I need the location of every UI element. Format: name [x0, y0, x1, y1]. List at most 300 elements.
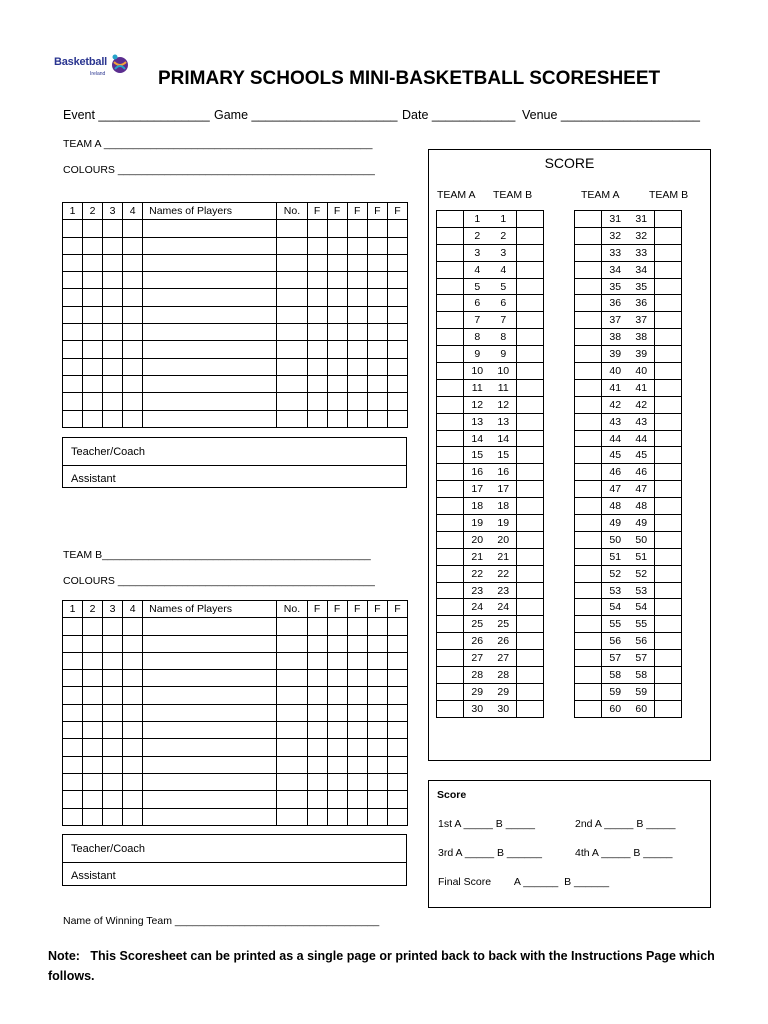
- team-b-player-cell[interactable]: [83, 773, 103, 790]
- team-b-player-cell[interactable]: [143, 635, 277, 652]
- team-a-player-cell[interactable]: [347, 237, 367, 254]
- team-b-player-cell[interactable]: [367, 652, 387, 669]
- team-a-player-cell[interactable]: [307, 254, 327, 271]
- team-a-player-cell[interactable]: [277, 254, 307, 271]
- right-score-team-b-point[interactable]: 54: [629, 599, 655, 616]
- team-a-player-cell[interactable]: [103, 341, 123, 358]
- right-score-blank-cell[interactable]: [575, 616, 602, 633]
- team-a-player-cell[interactable]: [63, 220, 83, 237]
- team-b-player-cell[interactable]: [63, 687, 83, 704]
- team-b-player-cell[interactable]: [123, 618, 143, 635]
- team-a-player-cell[interactable]: [63, 358, 83, 375]
- right-score-blank-cell[interactable]: [575, 329, 602, 346]
- team-a-player-cell[interactable]: [143, 289, 277, 306]
- left-score-blank-cell[interactable]: [517, 329, 544, 346]
- left-score-blank-cell[interactable]: [517, 683, 544, 700]
- left-score-team-b-point[interactable]: 21: [491, 548, 517, 565]
- team-a-player-cell[interactable]: [63, 254, 83, 271]
- right-score-blank-cell[interactable]: [575, 667, 602, 684]
- team-a-player-cell[interactable]: [83, 341, 103, 358]
- left-score-blank-cell[interactable]: [517, 700, 544, 717]
- team-a-player-cell[interactable]: [277, 289, 307, 306]
- team-b-player-cell[interactable]: [123, 652, 143, 669]
- right-score-team-a-point[interactable]: 36: [602, 295, 629, 312]
- team-a-player-cell[interactable]: [367, 220, 387, 237]
- right-score-blank-cell[interactable]: [575, 498, 602, 515]
- right-score-team-a-point[interactable]: 57: [602, 650, 629, 667]
- right-score-blank-cell[interactable]: [575, 650, 602, 667]
- team-a-player-cell[interactable]: [327, 220, 347, 237]
- team-a-player-cell[interactable]: [367, 306, 387, 323]
- right-score-blank-cell[interactable]: [575, 430, 602, 447]
- team-a-player-cell[interactable]: [103, 410, 123, 427]
- team-a-player-cell[interactable]: [83, 410, 103, 427]
- team-b-player-cell[interactable]: [387, 808, 407, 825]
- right-score-blank-cell[interactable]: [655, 363, 682, 380]
- right-score-blank-cell[interactable]: [655, 227, 682, 244]
- team-b-player-cell[interactable]: [123, 722, 143, 739]
- team-b-player-cell[interactable]: [63, 670, 83, 687]
- right-score-blank-cell[interactable]: [655, 430, 682, 447]
- right-score-team-b-point[interactable]: 60: [629, 700, 655, 717]
- team-b-player-cell[interactable]: [83, 808, 103, 825]
- right-score-blank-cell[interactable]: [575, 261, 602, 278]
- left-score-team-a-point[interactable]: 13: [464, 413, 491, 430]
- team-a-player-cell[interactable]: [307, 358, 327, 375]
- team-b-player-cell[interactable]: [387, 773, 407, 790]
- team-a-player-cell[interactable]: [123, 237, 143, 254]
- team-b-player-cell[interactable]: [347, 722, 367, 739]
- team-b-player-cell[interactable]: [123, 808, 143, 825]
- team-b-player-cell[interactable]: [327, 704, 347, 721]
- right-score-team-a-point[interactable]: 44: [602, 430, 629, 447]
- team-a-player-cell[interactable]: [327, 324, 347, 341]
- team-b-player-cell[interactable]: [347, 791, 367, 808]
- left-score-team-a-point[interactable]: 12: [464, 396, 491, 413]
- right-score-blank-cell[interactable]: [575, 278, 602, 295]
- right-score-blank-cell[interactable]: [655, 565, 682, 582]
- team-b-player-cell[interactable]: [327, 618, 347, 635]
- left-score-blank-cell[interactable]: [437, 700, 464, 717]
- team-b-player-cell[interactable]: [63, 652, 83, 669]
- right-score-team-b-point[interactable]: 44: [629, 430, 655, 447]
- team-a-player-cell[interactable]: [63, 272, 83, 289]
- team-b-player-cell[interactable]: [103, 704, 123, 721]
- right-score-blank-cell[interactable]: [655, 700, 682, 717]
- right-score-team-a-point[interactable]: 53: [602, 582, 629, 599]
- right-score-blank-cell[interactable]: [655, 261, 682, 278]
- right-score-blank-cell[interactable]: [575, 244, 602, 261]
- team-a-player-cell[interactable]: [63, 237, 83, 254]
- left-score-blank-cell[interactable]: [437, 683, 464, 700]
- team-b-player-cell[interactable]: [103, 652, 123, 669]
- team-b-player-cell[interactable]: [143, 756, 277, 773]
- team-b-player-cell[interactable]: [327, 808, 347, 825]
- left-score-blank-cell[interactable]: [437, 261, 464, 278]
- team-b-player-cell[interactable]: [347, 739, 367, 756]
- team-b-player-cell[interactable]: [143, 704, 277, 721]
- team-b-player-cell[interactable]: [307, 635, 327, 652]
- left-score-team-b-point[interactable]: 25: [491, 616, 517, 633]
- right-score-team-a-point[interactable]: 35: [602, 278, 629, 295]
- team-b-player-cell[interactable]: [367, 704, 387, 721]
- left-score-team-b-point[interactable]: 13: [491, 413, 517, 430]
- team-a-player-cell[interactable]: [347, 341, 367, 358]
- team-b-player-cell[interactable]: [123, 687, 143, 704]
- right-score-team-a-point[interactable]: 55: [602, 616, 629, 633]
- team-a-player-cell[interactable]: [327, 358, 347, 375]
- right-score-team-b-point[interactable]: 31: [629, 211, 655, 228]
- team-b-player-cell[interactable]: [367, 739, 387, 756]
- left-score-team-a-point[interactable]: 28: [464, 667, 491, 684]
- team-b-player-cell[interactable]: [103, 618, 123, 635]
- team-b-player-cell[interactable]: [83, 739, 103, 756]
- team-b-player-cell[interactable]: [327, 791, 347, 808]
- team-a-player-cell[interactable]: [143, 358, 277, 375]
- left-score-blank-cell[interactable]: [437, 379, 464, 396]
- left-score-blank-cell[interactable]: [437, 329, 464, 346]
- team-b-player-cell[interactable]: [307, 773, 327, 790]
- team-b-player-cell[interactable]: [123, 773, 143, 790]
- right-score-team-a-point[interactable]: 45: [602, 447, 629, 464]
- team-a-player-cell[interactable]: [63, 341, 83, 358]
- team-a-player-cell[interactable]: [327, 393, 347, 410]
- team-a-player-cell[interactable]: [143, 410, 277, 427]
- right-score-team-b-point[interactable]: 39: [629, 346, 655, 363]
- right-score-team-a-point[interactable]: 39: [602, 346, 629, 363]
- left-score-team-b-point[interactable]: 22: [491, 565, 517, 582]
- left-score-blank-cell[interactable]: [517, 261, 544, 278]
- team-b-player-cell[interactable]: [367, 722, 387, 739]
- team-a-player-cell[interactable]: [277, 272, 307, 289]
- left-score-blank-cell[interactable]: [437, 599, 464, 616]
- left-score-team-b-point[interactable]: 29: [491, 683, 517, 700]
- left-score-blank-cell[interactable]: [437, 616, 464, 633]
- team-b-player-cell[interactable]: [307, 808, 327, 825]
- team-a-player-cell[interactable]: [143, 237, 277, 254]
- team-a-player-cell[interactable]: [327, 254, 347, 271]
- team-b-player-cell[interactable]: [63, 791, 83, 808]
- right-score-blank-cell[interactable]: [575, 295, 602, 312]
- team-b-player-cell[interactable]: [347, 704, 367, 721]
- team-a-player-cell[interactable]: [347, 289, 367, 306]
- team-a-player-cell[interactable]: [143, 220, 277, 237]
- team-b-player-cell[interactable]: [277, 618, 307, 635]
- team-a-player-cell[interactable]: [103, 306, 123, 323]
- team-a-player-cell[interactable]: [367, 324, 387, 341]
- right-score-team-a-point[interactable]: 31: [602, 211, 629, 228]
- team-b-player-cell[interactable]: [347, 618, 367, 635]
- right-score-team-a-point[interactable]: 46: [602, 464, 629, 481]
- team-a-player-cell[interactable]: [83, 289, 103, 306]
- right-score-team-a-point[interactable]: 43: [602, 413, 629, 430]
- left-score-blank-cell[interactable]: [437, 211, 464, 228]
- left-score-blank-cell[interactable]: [517, 244, 544, 261]
- team-a-player-cell[interactable]: [387, 272, 407, 289]
- right-score-team-b-point[interactable]: 41: [629, 379, 655, 396]
- team-a-player-cell[interactable]: [347, 375, 367, 392]
- right-score-blank-cell[interactable]: [655, 312, 682, 329]
- team-a-player-cell[interactable]: [327, 237, 347, 254]
- right-score-team-a-point[interactable]: 51: [602, 548, 629, 565]
- team-b-player-cell[interactable]: [143, 773, 277, 790]
- team-b-player-cell[interactable]: [367, 808, 387, 825]
- left-score-blank-cell[interactable]: [517, 379, 544, 396]
- team-b-player-cell[interactable]: [103, 687, 123, 704]
- right-score-blank-cell[interactable]: [655, 531, 682, 548]
- team-b-player-cell[interactable]: [387, 670, 407, 687]
- right-score-blank-cell[interactable]: [575, 515, 602, 532]
- team-b-player-cell[interactable]: [387, 704, 407, 721]
- left-score-blank-cell[interactable]: [517, 312, 544, 329]
- right-score-blank-cell[interactable]: [655, 413, 682, 430]
- team-a-player-cell[interactable]: [123, 324, 143, 341]
- team-b-player-cell[interactable]: [83, 670, 103, 687]
- left-score-team-a-point[interactable]: 20: [464, 531, 491, 548]
- team-b-player-cell[interactable]: [387, 687, 407, 704]
- right-score-team-b-point[interactable]: 38: [629, 329, 655, 346]
- team-b-player-cell[interactable]: [83, 704, 103, 721]
- team-a-player-cell[interactable]: [307, 237, 327, 254]
- right-score-team-b-point[interactable]: 57: [629, 650, 655, 667]
- team-b-player-cell[interactable]: [387, 756, 407, 773]
- team-b-player-cell[interactable]: [83, 687, 103, 704]
- team-b-player-cell[interactable]: [63, 756, 83, 773]
- team-a-player-cell[interactable]: [143, 375, 277, 392]
- right-score-blank-cell[interactable]: [655, 278, 682, 295]
- left-score-team-b-point[interactable]: 26: [491, 633, 517, 650]
- left-score-team-b-point[interactable]: 14: [491, 430, 517, 447]
- left-score-blank-cell[interactable]: [517, 346, 544, 363]
- left-score-team-b-point[interactable]: 7: [491, 312, 517, 329]
- team-b-player-cell[interactable]: [83, 791, 103, 808]
- right-score-team-a-point[interactable]: 60: [602, 700, 629, 717]
- right-score-team-b-point[interactable]: 47: [629, 481, 655, 498]
- left-score-blank-cell[interactable]: [437, 565, 464, 582]
- right-score-blank-cell[interactable]: [575, 548, 602, 565]
- left-score-team-b-point[interactable]: 2: [491, 227, 517, 244]
- team-a-player-cell[interactable]: [307, 410, 327, 427]
- left-score-team-a-point[interactable]: 19: [464, 515, 491, 532]
- team-b-player-cell[interactable]: [277, 739, 307, 756]
- team-a-player-cell[interactable]: [103, 289, 123, 306]
- team-b-player-cell[interactable]: [347, 670, 367, 687]
- team-b-player-cell[interactable]: [327, 773, 347, 790]
- team-a-player-cell[interactable]: [103, 254, 123, 271]
- right-score-blank-cell[interactable]: [655, 464, 682, 481]
- team-b-player-cell[interactable]: [123, 635, 143, 652]
- left-score-blank-cell[interactable]: [437, 633, 464, 650]
- left-score-team-b-point[interactable]: 28: [491, 667, 517, 684]
- team-b-player-cell[interactable]: [327, 739, 347, 756]
- left-score-blank-cell[interactable]: [517, 413, 544, 430]
- left-score-team-a-point[interactable]: 7: [464, 312, 491, 329]
- team-b-player-cell[interactable]: [367, 756, 387, 773]
- left-score-team-a-point[interactable]: 16: [464, 464, 491, 481]
- team-a-player-cell[interactable]: [367, 289, 387, 306]
- right-score-team-b-point[interactable]: 36: [629, 295, 655, 312]
- team-a-player-cell[interactable]: [123, 393, 143, 410]
- team-a-player-cell[interactable]: [367, 341, 387, 358]
- right-score-blank-cell[interactable]: [575, 396, 602, 413]
- left-score-blank-cell[interactable]: [517, 599, 544, 616]
- team-b-player-cell[interactable]: [63, 808, 83, 825]
- team-b-player-cell[interactable]: [347, 635, 367, 652]
- right-score-blank-cell[interactable]: [655, 244, 682, 261]
- team-b-player-cell[interactable]: [143, 618, 277, 635]
- left-score-blank-cell[interactable]: [517, 616, 544, 633]
- left-score-blank-cell[interactable]: [437, 312, 464, 329]
- team-b-player-cell[interactable]: [307, 739, 327, 756]
- right-score-team-b-point[interactable]: 33: [629, 244, 655, 261]
- right-score-team-b-point[interactable]: 59: [629, 683, 655, 700]
- team-b-player-cell[interactable]: [103, 635, 123, 652]
- team-a-player-cell[interactable]: [103, 393, 123, 410]
- team-a-player-cell[interactable]: [103, 324, 123, 341]
- left-score-team-a-point[interactable]: 29: [464, 683, 491, 700]
- left-score-blank-cell[interactable]: [437, 464, 464, 481]
- right-score-team-a-point[interactable]: 42: [602, 396, 629, 413]
- right-score-blank-cell[interactable]: [575, 633, 602, 650]
- team-a-player-cell[interactable]: [83, 375, 103, 392]
- right-score-blank-cell[interactable]: [655, 329, 682, 346]
- right-score-blank-cell[interactable]: [655, 447, 682, 464]
- left-score-team-a-point[interactable]: 4: [464, 261, 491, 278]
- team-a-player-cell[interactable]: [143, 324, 277, 341]
- left-score-blank-cell[interactable]: [517, 211, 544, 228]
- team-b-player-cell[interactable]: [63, 722, 83, 739]
- team-a-player-cell[interactable]: [103, 358, 123, 375]
- team-b-player-cell[interactable]: [103, 756, 123, 773]
- left-score-team-b-point[interactable]: 9: [491, 346, 517, 363]
- left-score-blank-cell[interactable]: [437, 244, 464, 261]
- left-score-team-a-point[interactable]: 2: [464, 227, 491, 244]
- team-b-player-cell[interactable]: [277, 791, 307, 808]
- team-b-player-cell[interactable]: [277, 722, 307, 739]
- team-b-player-cell[interactable]: [277, 773, 307, 790]
- team-b-player-cell[interactable]: [367, 791, 387, 808]
- team-b-player-cell[interactable]: [387, 739, 407, 756]
- right-score-blank-cell[interactable]: [655, 667, 682, 684]
- right-score-blank-cell[interactable]: [655, 515, 682, 532]
- left-score-blank-cell[interactable]: [517, 667, 544, 684]
- right-score-blank-cell[interactable]: [575, 413, 602, 430]
- left-score-blank-cell[interactable]: [517, 447, 544, 464]
- left-score-team-a-point[interactable]: 9: [464, 346, 491, 363]
- left-score-team-b-point[interactable]: 6: [491, 295, 517, 312]
- right-score-blank-cell[interactable]: [655, 346, 682, 363]
- left-score-team-a-point[interactable]: 15: [464, 447, 491, 464]
- team-a-player-cell[interactable]: [367, 237, 387, 254]
- right-score-blank-cell[interactable]: [575, 363, 602, 380]
- team-a-player-cell[interactable]: [387, 358, 407, 375]
- team-a-player-cell[interactable]: [277, 410, 307, 427]
- team-b-player-cell[interactable]: [83, 756, 103, 773]
- left-score-team-b-point[interactable]: 19: [491, 515, 517, 532]
- left-score-blank-cell[interactable]: [437, 413, 464, 430]
- right-score-blank-cell[interactable]: [655, 379, 682, 396]
- team-a-player-cell[interactable]: [347, 410, 367, 427]
- team-a-player-cell[interactable]: [347, 324, 367, 341]
- right-score-blank-cell[interactable]: [655, 599, 682, 616]
- right-score-blank-cell[interactable]: [655, 650, 682, 667]
- team-a-player-cell[interactable]: [307, 324, 327, 341]
- right-score-blank-cell[interactable]: [655, 498, 682, 515]
- left-score-team-a-point[interactable]: 3: [464, 244, 491, 261]
- right-score-team-b-point[interactable]: 46: [629, 464, 655, 481]
- right-score-team-a-point[interactable]: 49: [602, 515, 629, 532]
- team-a-player-cell[interactable]: [83, 324, 103, 341]
- right-score-blank-cell[interactable]: [655, 295, 682, 312]
- left-score-blank-cell[interactable]: [517, 481, 544, 498]
- left-score-blank-cell[interactable]: [517, 278, 544, 295]
- right-score-blank-cell[interactable]: [575, 447, 602, 464]
- team-b-player-cell[interactable]: [367, 618, 387, 635]
- left-score-blank-cell[interactable]: [437, 447, 464, 464]
- team-b-player-cell[interactable]: [327, 670, 347, 687]
- team-b-player-cell[interactable]: [83, 635, 103, 652]
- team-a-player-cell[interactable]: [387, 341, 407, 358]
- team-b-player-cell[interactable]: [327, 635, 347, 652]
- left-score-blank-cell[interactable]: [437, 582, 464, 599]
- team-a-player-cell[interactable]: [387, 289, 407, 306]
- team-a-player-cell[interactable]: [347, 306, 367, 323]
- team-b-player-cell[interactable]: [63, 635, 83, 652]
- right-score-blank-cell[interactable]: [655, 481, 682, 498]
- left-score-team-a-point[interactable]: 27: [464, 650, 491, 667]
- left-score-team-a-point[interactable]: 30: [464, 700, 491, 717]
- left-score-blank-cell[interactable]: [437, 531, 464, 548]
- team-a-player-cell[interactable]: [277, 306, 307, 323]
- team-b-player-cell[interactable]: [143, 808, 277, 825]
- team-b-player-cell[interactable]: [123, 704, 143, 721]
- left-score-team-b-point[interactable]: 5: [491, 278, 517, 295]
- left-score-team-b-point[interactable]: 23: [491, 582, 517, 599]
- team-a-player-cell[interactable]: [387, 306, 407, 323]
- right-score-blank-cell[interactable]: [655, 633, 682, 650]
- team-a-player-cell[interactable]: [347, 254, 367, 271]
- right-score-blank-cell[interactable]: [575, 582, 602, 599]
- team-b-player-cell[interactable]: [103, 773, 123, 790]
- left-score-team-b-point[interactable]: 11: [491, 379, 517, 396]
- right-score-blank-cell[interactable]: [575, 565, 602, 582]
- team-b-player-cell[interactable]: [277, 652, 307, 669]
- left-score-team-a-point[interactable]: 26: [464, 633, 491, 650]
- right-score-team-b-point[interactable]: 55: [629, 616, 655, 633]
- team-a-player-cell[interactable]: [307, 306, 327, 323]
- team-a-player-cell[interactable]: [387, 410, 407, 427]
- team-a-player-cell[interactable]: [387, 324, 407, 341]
- right-score-team-a-point[interactable]: 48: [602, 498, 629, 515]
- left-score-team-b-point[interactable]: 8: [491, 329, 517, 346]
- team-b-player-cell[interactable]: [143, 652, 277, 669]
- team-a-player-cell[interactable]: [327, 341, 347, 358]
- left-score-team-a-point[interactable]: 21: [464, 548, 491, 565]
- team-b-player-cell[interactable]: [277, 808, 307, 825]
- left-score-team-a-point[interactable]: 25: [464, 616, 491, 633]
- team-b-player-cell[interactable]: [123, 756, 143, 773]
- team-a-player-cell[interactable]: [63, 289, 83, 306]
- team-a-player-cell[interactable]: [277, 358, 307, 375]
- team-b-player-cell[interactable]: [277, 687, 307, 704]
- left-score-blank-cell[interactable]: [517, 464, 544, 481]
- right-score-blank-cell[interactable]: [575, 599, 602, 616]
- left-score-blank-cell[interactable]: [517, 515, 544, 532]
- team-a-player-cell[interactable]: [123, 341, 143, 358]
- right-score-team-a-point[interactable]: 34: [602, 261, 629, 278]
- team-b-player-cell[interactable]: [123, 791, 143, 808]
- right-score-blank-cell[interactable]: [575, 464, 602, 481]
